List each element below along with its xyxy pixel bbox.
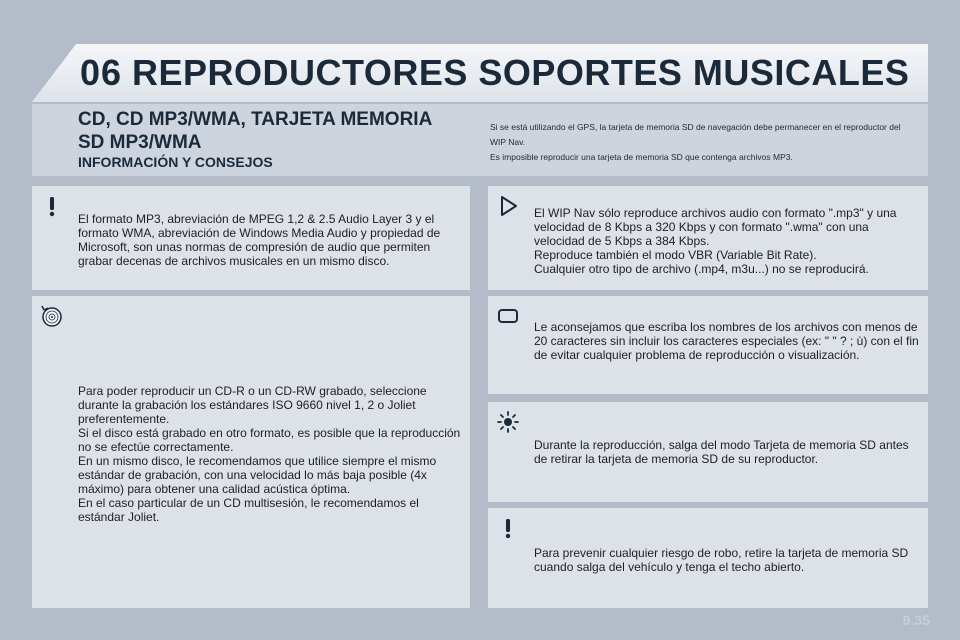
panel-theft bbox=[488, 508, 928, 608]
panel-text: En el caso particular de un CD multisesión, le recomendamos el estándar Joliet. bbox=[78, 496, 419, 524]
panel-text: El WIP Nav sólo reproduce archivos audio con formato ".mp3" y una velocidad de 8 Kbps a 320 Kbps y con formato ".wma" con una velocidad de 5 Kbps a 384 Kbps. bbox=[534, 206, 897, 248]
panel-text: Durante la reproducción, salga del modo Tarjeta de memoria SD antes de retirar la tarjeta de memoria SD de su reproductor. bbox=[534, 438, 909, 466]
panel-text: En un mismo disco, le recomendamos que utilice siempre el mismo estándar de grabación, con una velocidad lo más baja posible (4x máximo) para obtener una calidad acústica óptima. bbox=[78, 454, 437, 496]
panel-text: Le aconsejamos que escriba los nombres de los archivos con menos de 20 caracteres sin incluir los caracteres especiales (ex: " " ? ; ù) con el fin de evitar cualquier problema de reproducción o visualización. bbox=[534, 320, 919, 362]
screen-icon bbox=[496, 304, 520, 328]
panel-text: Para poder reproducir un CD-R o un CD-RW grabado, seleccione durante la grabación los estándares ISO 9660 nivel 1, 2 o Joliet preferentemente. bbox=[78, 384, 427, 426]
exclamation-icon bbox=[40, 194, 64, 218]
panel-file-names bbox=[488, 296, 928, 394]
gps-note-line: Si se está utilizando el GPS, la tarjeta de memoria SD de navegación debe permanecer en el reproductor del WIP Nav. bbox=[490, 122, 901, 147]
panel-sd-removal bbox=[488, 402, 928, 502]
gps-note-line: Es imposible reproducir una tarjeta de memoria SD que contenga archivos MP3. bbox=[490, 152, 793, 162]
section-title: CD, CD MP3/WMA, TARJETA MEMORIA SD MP3/WMA bbox=[78, 109, 432, 153]
panel-mp3-format bbox=[32, 186, 470, 290]
panel-text: El formato MP3, abreviación de MPEG 1,2 & 2.5 Audio Layer 3 y el formato WMA, abreviación de Windows Media Audio y propiedad de Microsoft, son unas normas de compresión de audio que permiten grabar decenas de archivos musicales en un mismo disco. bbox=[78, 212, 441, 268]
disc-icon bbox=[40, 304, 64, 328]
panel-text: Cualquier otro tipo de archivo (.mp4, m3u...) no se reproducirá. bbox=[534, 262, 869, 276]
page-number: 9.35 bbox=[902, 612, 930, 628]
panel-text: Para prevenir cualquier riesgo de robo, retire la tarjeta de memoria SD cuando salga del vehículo y tenga el techo abierto. bbox=[534, 546, 909, 574]
panel-cd-recording bbox=[32, 296, 470, 608]
panel-wip-formats bbox=[488, 186, 928, 290]
section-subtitle: INFORMACIÓN Y CONSEJOS bbox=[78, 154, 273, 170]
panel-text: Si el disco está grabado en otro formato, es posible que la reproducción no se efectúe correctamente. bbox=[78, 426, 461, 454]
exclamation-icon bbox=[496, 516, 520, 540]
play-icon bbox=[496, 194, 520, 218]
gps-note bbox=[490, 120, 910, 165]
page-title: REPRODUCTORES SOPORTES MUSICALES bbox=[132, 52, 910, 93]
panel-text: Reproduce también el modo VBR (Variable Bit Rate). bbox=[534, 248, 817, 262]
chapter-number: 06 bbox=[80, 52, 123, 93]
sun-icon bbox=[496, 410, 520, 434]
